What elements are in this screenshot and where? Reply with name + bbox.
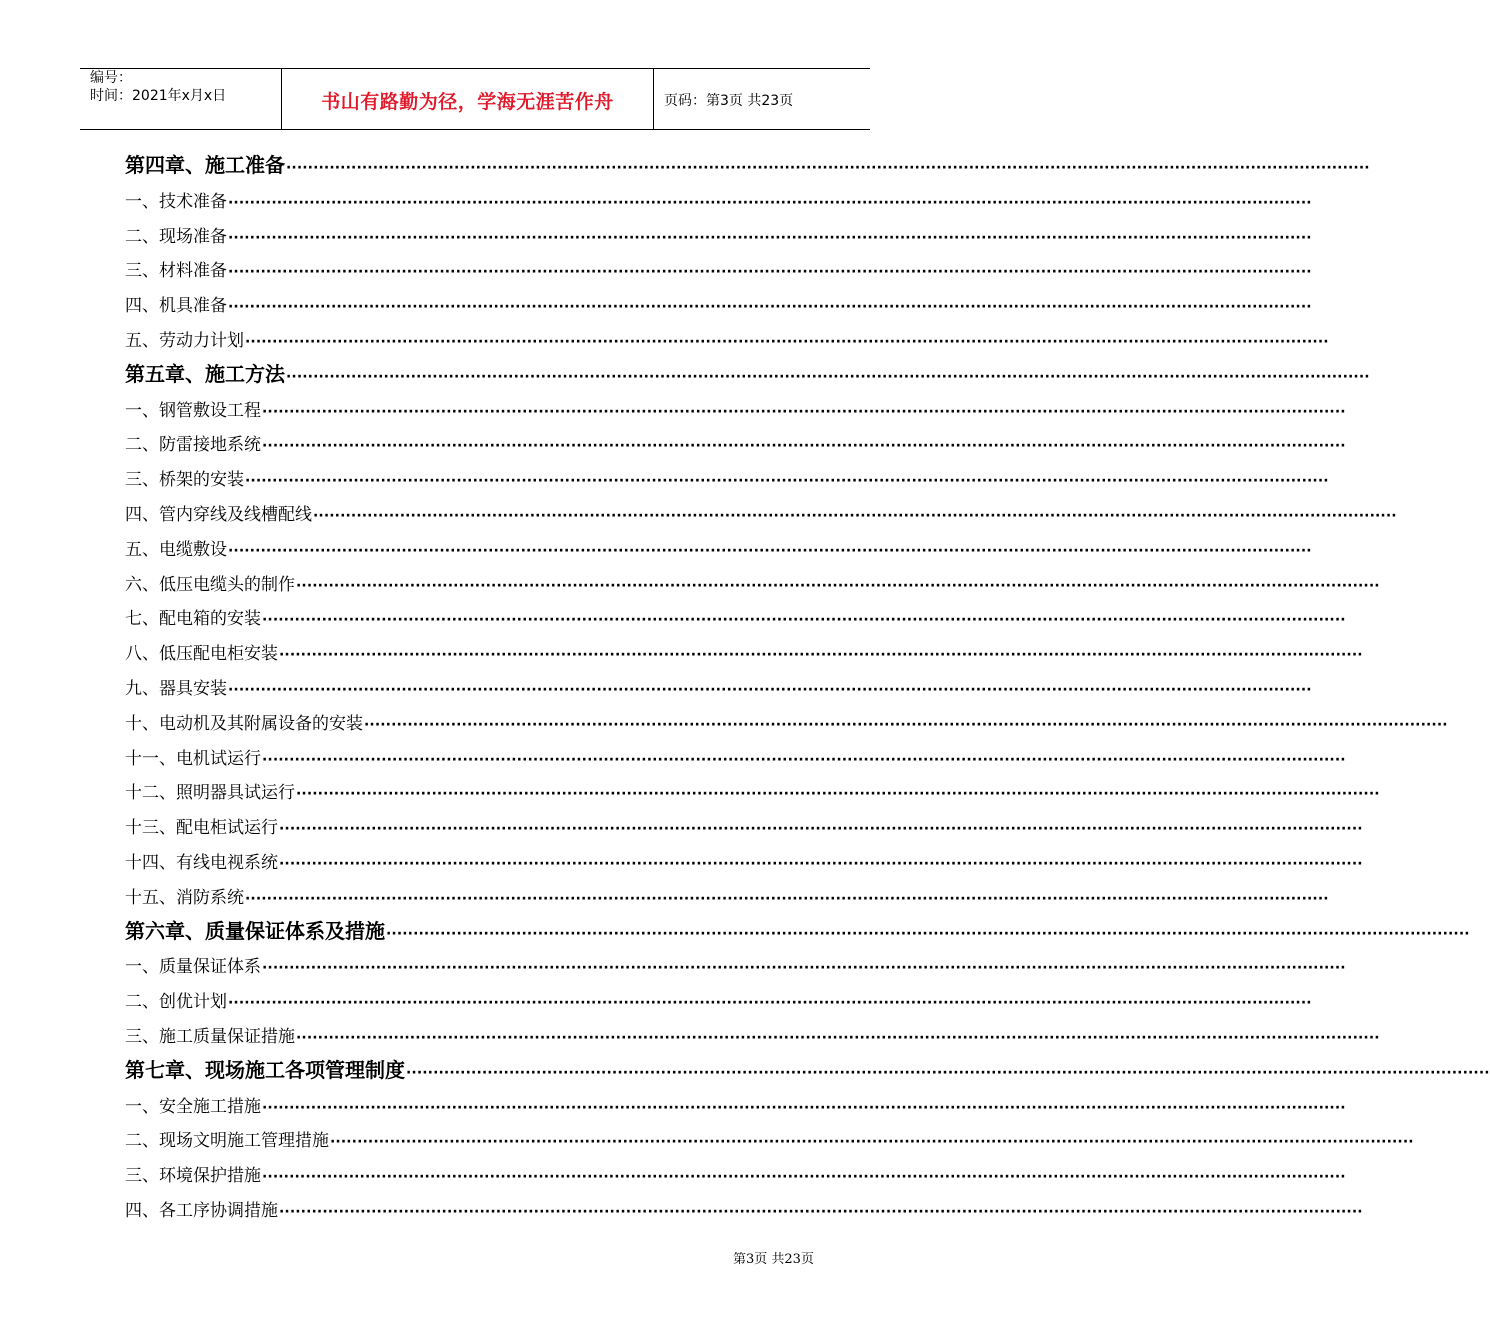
toc-chapter-entry — [125, 914, 1470, 949]
toc-entry-title: 十、电动机及其附属设备的安装 — [125, 713, 363, 734]
toc-entry-title: 十一、电机试运行 — [125, 748, 261, 769]
footer-page-number: 第3页 共23页 — [733, 1252, 814, 1267]
toc-leader-dots: ········································································································································································································ — [228, 229, 1312, 246]
toc-leader-dots: ········································································································································································································ — [296, 786, 1380, 803]
toc-section-entry — [125, 670, 1312, 705]
toc-section-entry — [125, 392, 1346, 427]
toc-leader-dots: ········································································································································································································ — [228, 299, 1312, 316]
toc-entry-title: 八、低压配电柜安装 — [125, 644, 278, 665]
toc-section-entry — [125, 1088, 1346, 1123]
toc-entry-title: 二、创优计划 — [125, 992, 227, 1013]
toc-entry-title: 五、电缆敷设 — [125, 539, 227, 560]
toc-section-entry — [125, 183, 1312, 218]
toc-leader-dots: ········································································································································································································ — [286, 368, 1370, 385]
toc-entry-title: 二、现场文明施工管理措施 — [125, 1131, 329, 1152]
toc-entry-title: 三、环境保护措施 — [125, 1166, 261, 1187]
toc-entry-title: 四、管内穿线及线槽配线 — [125, 504, 312, 525]
toc-leader-dots: ········································································································································································································ — [228, 194, 1312, 211]
toc-leader-dots: ········································································································································································································ — [228, 995, 1312, 1012]
toc-section-entry — [125, 705, 1448, 740]
toc-entry-title: 七、配电箱的安装 — [125, 609, 261, 630]
toc-section-entry — [125, 879, 1329, 914]
toc-section-entry — [125, 426, 1346, 461]
toc-chapter-entry — [125, 148, 1370, 183]
toc-section-entry — [125, 496, 1397, 531]
toc-leader-dots: ········································································································································································································ — [296, 577, 1380, 594]
header-page-number: 页码：第3页 共23页 — [664, 93, 794, 109]
toc-leader-dots: ········································································································································································································ — [262, 1169, 1346, 1186]
toc-chapter-entry — [125, 357, 1370, 392]
toc-section-entry — [125, 1192, 1363, 1227]
document-time: 时间：2021年x月x日 — [90, 88, 227, 104]
toc-entry-title: 二、防雷接地系统 — [125, 435, 261, 456]
toc-entry-title: 第五章、施工方法 — [125, 361, 285, 386]
toc-chapter-entry — [125, 1053, 1490, 1088]
toc-leader-dots: ········································································································································································································ — [245, 890, 1329, 907]
toc-section-entry — [125, 774, 1380, 809]
toc-entry-title: 九、器具安装 — [125, 678, 227, 699]
toc-section-entry — [125, 1122, 1414, 1157]
toc-section-entry — [125, 635, 1363, 670]
toc-leader-dots: ········································································································································································································ — [279, 855, 1363, 872]
toc-leader-dots: ········································································································································································································ — [364, 716, 1448, 733]
document-code-label: 编号： — [90, 70, 132, 86]
toc-section-entry — [125, 844, 1363, 879]
toc-section-entry — [125, 600, 1346, 635]
toc-section-entry — [125, 287, 1312, 322]
toc-leader-dots: ········································································································································································································ — [286, 160, 1370, 176]
header-page-cell — [654, 69, 870, 129]
toc-entry-title: 六、低压电缆头的制作 — [125, 574, 295, 595]
toc-section-entry — [125, 809, 1363, 844]
toc-entry-title: 二、现场准备 — [125, 226, 227, 247]
toc-leader-dots: ········································································································································································································ — [279, 821, 1363, 838]
toc-leader-dots: ········································································································································································································ — [296, 1029, 1380, 1046]
toc-leader-dots: ········································································································································································································ — [313, 507, 1397, 524]
toc-section-entry — [125, 1157, 1346, 1192]
toc-entry-title: 十二、照明器具试运行 — [125, 783, 295, 804]
toc-entry-title: 三、施工质量保证措施 — [125, 1026, 295, 1047]
toc-leader-dots: ········································································································································································································ — [228, 542, 1312, 559]
toc-leader-dots: ········································································································································································································ — [262, 438, 1346, 455]
toc-entry-title: 第六章、质量保证体系及措施 — [125, 918, 385, 943]
toc-section-entry — [125, 1018, 1380, 1053]
toc-leader-dots: ········································································································································································································ — [245, 333, 1329, 350]
toc-leader-dots: ········································································································································································································ — [406, 1064, 1490, 1081]
toc-entry-title: 十四、有线电视系统 — [125, 852, 278, 873]
toc-leader-dots: ········································································································································································································ — [330, 1134, 1414, 1151]
toc-section-entry — [125, 740, 1346, 775]
toc-leader-dots: ········································································································································································································ — [279, 647, 1363, 664]
toc-entry-title: 一、安全施工措施 — [125, 1096, 261, 1117]
toc-entry-title: 十三、配电柜试运行 — [125, 818, 278, 839]
toc-section-entry — [125, 322, 1329, 357]
table-of-contents — [125, 148, 1490, 1227]
header-motto-cell — [282, 69, 654, 129]
toc-entry-title: 四、机具准备 — [125, 296, 227, 317]
toc-section-entry — [125, 948, 1346, 983]
toc-leader-dots: ········································································································································································································ — [262, 751, 1346, 768]
toc-leader-dots: ········································································································································································································ — [262, 403, 1346, 420]
toc-leader-dots: ········································································································································································································ — [262, 612, 1346, 629]
toc-leader-dots: ········································································································································································································ — [228, 681, 1312, 698]
toc-entry-title: 五、劳动力计划 — [125, 330, 244, 351]
toc-section-entry — [125, 461, 1329, 496]
toc-entry-title: 十五、消防系统 — [125, 887, 244, 908]
toc-entry-title: 四、各工序协调措施 — [125, 1200, 278, 1221]
toc-entry-title: 第四章、施工准备 — [125, 153, 285, 177]
toc-section-entry — [125, 531, 1312, 566]
toc-section-entry — [125, 983, 1312, 1018]
toc-leader-dots: ········································································································································································································ — [279, 1203, 1363, 1220]
toc-entry-title: 一、质量保证体系 — [125, 957, 261, 978]
toc-section-entry — [125, 566, 1380, 601]
toc-leader-dots: ········································································································································································································ — [245, 473, 1329, 490]
toc-section-entry — [125, 218, 1312, 253]
toc-leader-dots: ········································································································································································································ — [262, 960, 1346, 977]
toc-entry-title: 一、技术准备 — [125, 191, 227, 212]
toc-leader-dots: ········································································································································································································ — [262, 1099, 1346, 1116]
header-motto: 书山有路勤为径，学海无涯苦作舟 — [321, 91, 614, 113]
page-header — [80, 68, 870, 130]
toc-entry-title: 第七章、现场施工各项管理制度 — [125, 1057, 405, 1082]
toc-entry-title: 三、桥架的安装 — [125, 470, 244, 491]
toc-entry-title: 一、钢管敷设工程 — [125, 400, 261, 421]
toc-entry-title: 三、材料准备 — [125, 261, 227, 282]
toc-leader-dots: ········································································································································································································ — [228, 264, 1312, 281]
header-info-cell — [80, 69, 282, 129]
toc-section-entry — [125, 252, 1312, 287]
toc-leader-dots: ········································································································································································································ — [386, 925, 1470, 942]
